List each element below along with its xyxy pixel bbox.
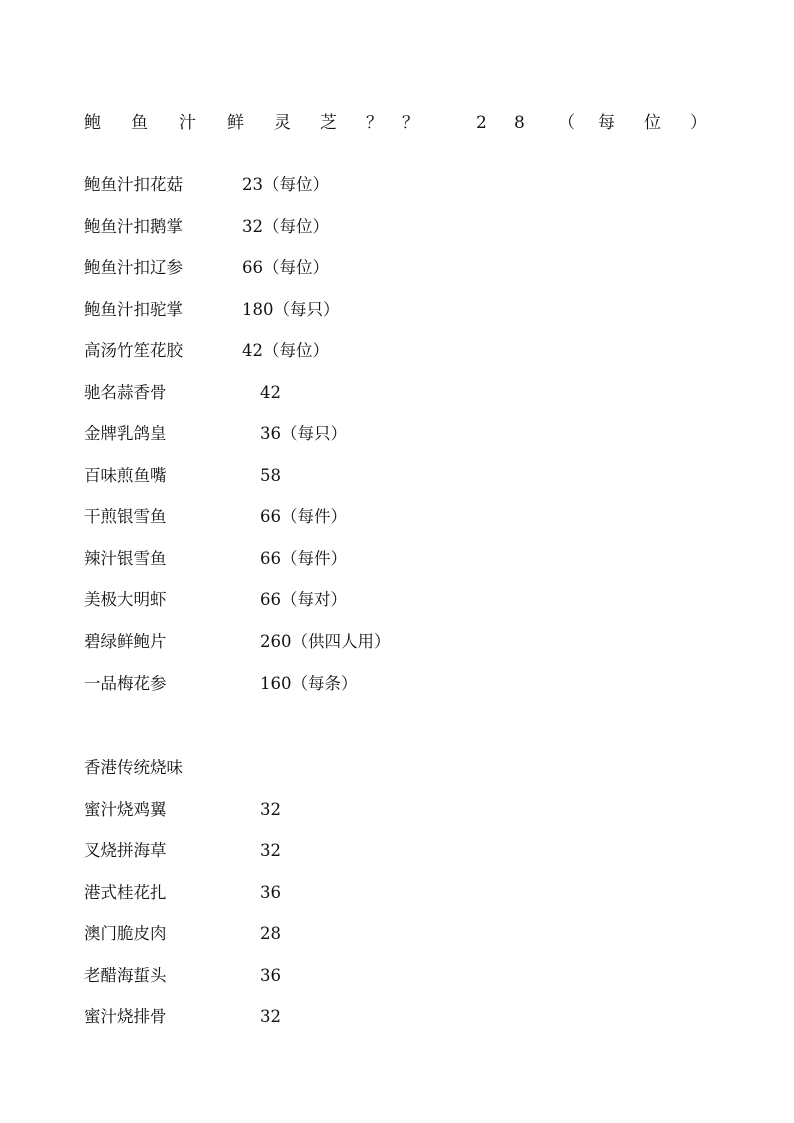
menu-item-name: 老醋海蜇头 xyxy=(84,965,167,985)
menu-item-name: 鲍鱼汁扣鹅掌 xyxy=(84,216,183,236)
menu-item xyxy=(84,253,744,295)
menu-item-price: 66（每位） xyxy=(242,258,329,278)
menu-item-price: 23（每位） xyxy=(242,175,329,194)
heading-char: 鲍 xyxy=(84,113,101,133)
menu-item xyxy=(84,961,744,1003)
menu-item-price: 66（每件） xyxy=(260,548,347,568)
heading-char: 鱼 xyxy=(131,113,148,133)
menu-item xyxy=(84,170,744,212)
menu-item-name: 干煎银雪鱼 xyxy=(84,507,167,527)
heading-char: ） xyxy=(690,113,707,133)
menu-item-price: 36 xyxy=(260,965,281,985)
menu-item xyxy=(84,585,744,627)
menu-item-name: 高汤竹笙花胶 xyxy=(84,341,183,361)
heading-char: 灵 xyxy=(274,113,291,133)
menu-item-name: 叉烧拼海草 xyxy=(84,841,167,861)
menu-item-name: 一品梅花参 xyxy=(84,673,167,693)
menu-item-price: 58 xyxy=(260,465,281,485)
menu-item xyxy=(84,295,744,337)
menu-item-price: 42 xyxy=(260,382,281,402)
menu-item-name: 百味煎鱼嘴 xyxy=(84,465,167,485)
menu-item-name: 港式桂花扎 xyxy=(84,882,167,902)
menu-item-name: 驰名蒜香骨 xyxy=(84,382,167,402)
heading-char: 2 xyxy=(476,113,487,133)
heading-char: 芝 xyxy=(320,113,337,133)
menu-item-price: 32（每位） xyxy=(242,216,329,236)
featured-dish-heading xyxy=(84,110,724,136)
menu-item-name: 鲍鱼汁扣辽参 xyxy=(84,258,183,278)
specialty-menu-list xyxy=(84,170,744,710)
menu-item-price: 180（每只） xyxy=(242,299,340,319)
menu-item-price: 260（供四人用） xyxy=(260,632,391,652)
heading-char: ？ xyxy=(402,113,419,133)
menu-item-name: 鲍鱼汁扣花菇 xyxy=(84,175,183,194)
heading-char: 每 xyxy=(598,113,615,133)
menu-item-price: 160（每条） xyxy=(260,673,358,693)
menu-item-name: 金牌乳鸽皇 xyxy=(84,424,167,444)
menu-item-name: 蜜汁烧排骨 xyxy=(84,1007,167,1027)
menu-item-name: 辣汁银雪鱼 xyxy=(84,548,167,568)
roast-section xyxy=(84,753,744,1044)
menu-item xyxy=(84,669,744,711)
menu-item-name: 鲍鱼汁扣驼掌 xyxy=(84,299,183,319)
menu-item-price: 66（每对） xyxy=(260,590,347,610)
menu-item-price: 36（每只） xyxy=(260,424,347,444)
menu-item xyxy=(84,378,744,420)
menu-item xyxy=(84,1002,744,1044)
menu-item-price: 32 xyxy=(260,799,281,819)
menu-item xyxy=(84,795,744,837)
heading-char: 鲜 xyxy=(227,113,244,133)
menu-item xyxy=(84,627,744,669)
menu-item-price: 42（每位） xyxy=(242,341,329,361)
heading-char: 8 xyxy=(514,113,525,133)
roast-menu-list xyxy=(84,795,744,1044)
section-title: 香港传统烧味 xyxy=(84,758,183,777)
menu-item xyxy=(84,336,744,378)
menu-item xyxy=(84,878,744,920)
menu-item-name: 蜜汁烧鸡翼 xyxy=(84,799,167,819)
menu-item xyxy=(84,461,744,503)
menu-item xyxy=(84,919,744,961)
menu-item-price: 28 xyxy=(260,924,281,944)
menu-item-price: 32 xyxy=(260,841,281,861)
menu-item-price: 66（每件） xyxy=(260,507,347,527)
menu-item-name: 碧绿鲜鲍片 xyxy=(84,632,167,652)
menu-item xyxy=(84,544,744,586)
menu-item-name: 澳门脆皮肉 xyxy=(84,924,167,944)
menu-item xyxy=(84,419,744,461)
menu-item xyxy=(84,502,744,544)
menu-item xyxy=(84,212,744,254)
menu-item-name: 美极大明虾 xyxy=(84,590,167,610)
heading-char: 位 xyxy=(644,113,661,133)
menu-item-price: 32 xyxy=(260,1007,281,1027)
heading-char: 汁 xyxy=(179,113,196,133)
heading-char: （ xyxy=(558,113,575,133)
heading-char: ？ xyxy=(366,113,383,133)
menu-item-price: 36 xyxy=(260,882,281,902)
menu-item xyxy=(84,836,744,878)
